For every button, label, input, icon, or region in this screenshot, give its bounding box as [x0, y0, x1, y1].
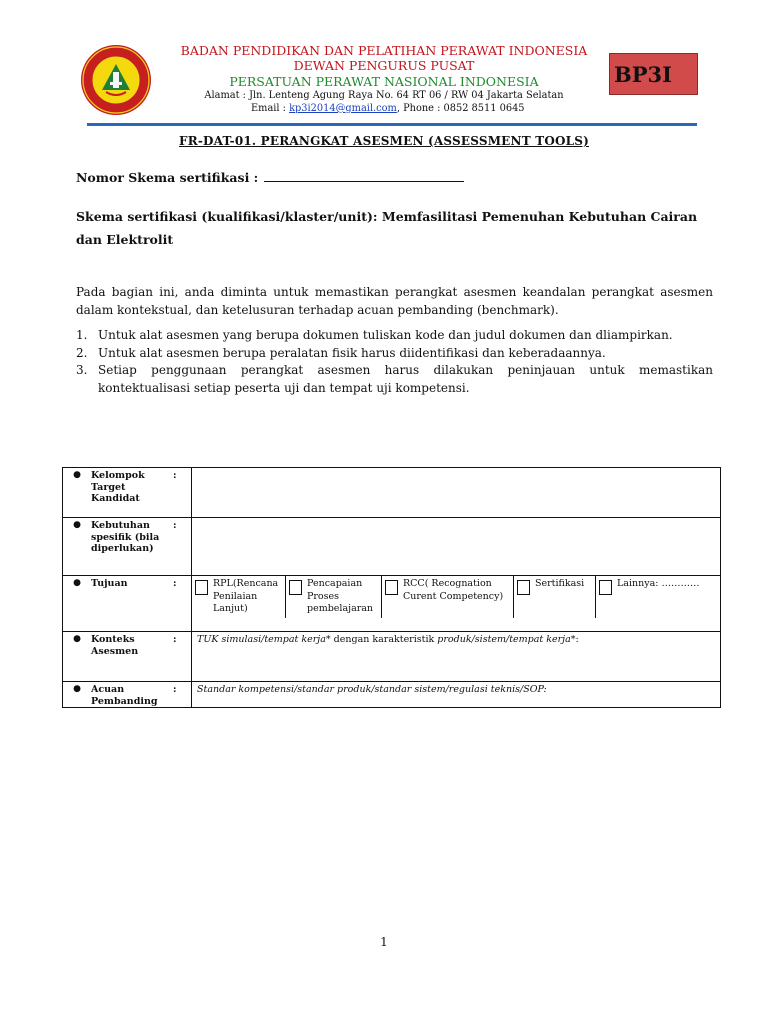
colon: : [173, 576, 192, 632]
nomor-skema-blank[interactable] [264, 171, 464, 182]
page-number: 1 [380, 935, 388, 949]
org-contact [251, 103, 525, 114]
table-row [63, 518, 721, 576]
assessment-table [62, 467, 721, 708]
row-label: Tujuan [91, 578, 128, 589]
colon: : [173, 632, 192, 682]
bullet-icon: ● [73, 684, 81, 694]
colon: : [173, 468, 192, 518]
konteks-asesmen-field[interactable]: TUK simulasi/tempat kerja* dengan karakteristik produk/sistem/tempat kerja*: [192, 632, 721, 682]
nomor-skema-label: Nomor Skema sertifikasi : [76, 170, 259, 185]
list-item: 1. Untuk alat asesmen yang berupa dokumen tuliskan kode dan judul dokumen dan dliampirkan. [76, 328, 673, 342]
list-item: 3. Setiap penggunaan perangkat asesmen harus dilakukan peninjauan untuk memastikan kontektualisasi setiap peserta uji dan tempat uji kompetensi. [76, 363, 713, 395]
table-row [63, 632, 721, 682]
org-name-line2: DEWAN PENGURUS PUSAT [293, 58, 475, 73]
acuan-pembanding-field[interactable]: Standar kompetensi/standar produk/standar sistem/regulasi teknis/SOP: [192, 682, 721, 708]
bullet-icon: ● [73, 470, 81, 480]
colon: : [173, 682, 192, 708]
checkbox-icon[interactable] [195, 580, 208, 595]
tujuan-options [192, 576, 721, 632]
option-sertifikasi[interactable]: Sertifikasi [514, 576, 596, 618]
checkbox-icon[interactable] [289, 580, 302, 595]
intro-paragraph: Pada bagian ini, anda diminta untuk memastikan perangkat asesmen keandalan perangkat asesmen dalam kontekstual, dan ketelusuran terhadap acuan pembanding (benchmark). [76, 285, 713, 317]
kebutuhan-spesifik-field[interactable] [192, 518, 721, 576]
header-divider [87, 123, 697, 126]
checkbox-icon[interactable] [599, 580, 612, 595]
email-link[interactable]: kp3i2014@gmail.com [289, 103, 397, 114]
option-lainnya[interactable]: Lainnya: ………… [596, 576, 720, 618]
bp3i-badge: BP3I [609, 53, 698, 95]
table-row [63, 576, 721, 632]
row-label: Konteks Asesmen [91, 634, 139, 657]
phone-text: , Phone : 0852 8511 0645 [396, 103, 525, 114]
org-name-line3: PERSATUAN PERAWAT NASIONAL INDONESIA [229, 74, 539, 89]
checkbox-icon[interactable] [517, 580, 530, 595]
skema-sertifikasi: Skema sertifikasi (kualifikasi/klaster/unit): Memfasilitasi Pemenuhan Kebutuhan Cairan dan Elektrolit [76, 209, 698, 247]
document-title: FR-DAT-01. PERANGKAT ASESMEN (ASSESSMENT TOOLS) [178, 134, 590, 148]
list-item: 2. Untuk alat asesmen berupa peralatan fisik harus diidentifikasi dan keberadaannya. [76, 345, 606, 360]
instruction-list [76, 327, 713, 397]
row-label: Acuan Pembanding [91, 684, 158, 707]
row-label: Kebutuhan spesifik (bila diperlukan) [91, 520, 160, 554]
option-rcc[interactable]: RCC( Recognation Curent Competency) [382, 576, 514, 618]
bullet-icon: ● [73, 578, 81, 588]
colon: : [173, 518, 192, 576]
checkbox-icon[interactable] [385, 580, 398, 595]
bullet-icon: ● [73, 634, 81, 644]
kelompok-target-field[interactable] [192, 468, 721, 518]
org-name-line1: BADAN PENDIDIKAN DAN PELATIHAN PERAWAT INDONESIA [180, 43, 588, 58]
row-label: Kelompok Target Kandidat [91, 470, 145, 504]
email-label: Email : [251, 103, 290, 114]
org-address: Alamat : Jln. Lenteng Agung Raya No. 64 RT 06 / RW 04 Jakarta Selatan [204, 90, 564, 101]
option-rpl[interactable]: RPL(Rencana Penilaian Lanjut) [192, 576, 286, 618]
table-row [63, 682, 721, 708]
bullet-icon: ● [73, 520, 81, 530]
nomor-skema [76, 170, 464, 185]
option-pencapaian[interactable]: Pencapaian Proses pembelajaran [286, 576, 382, 618]
table-row [63, 468, 721, 518]
